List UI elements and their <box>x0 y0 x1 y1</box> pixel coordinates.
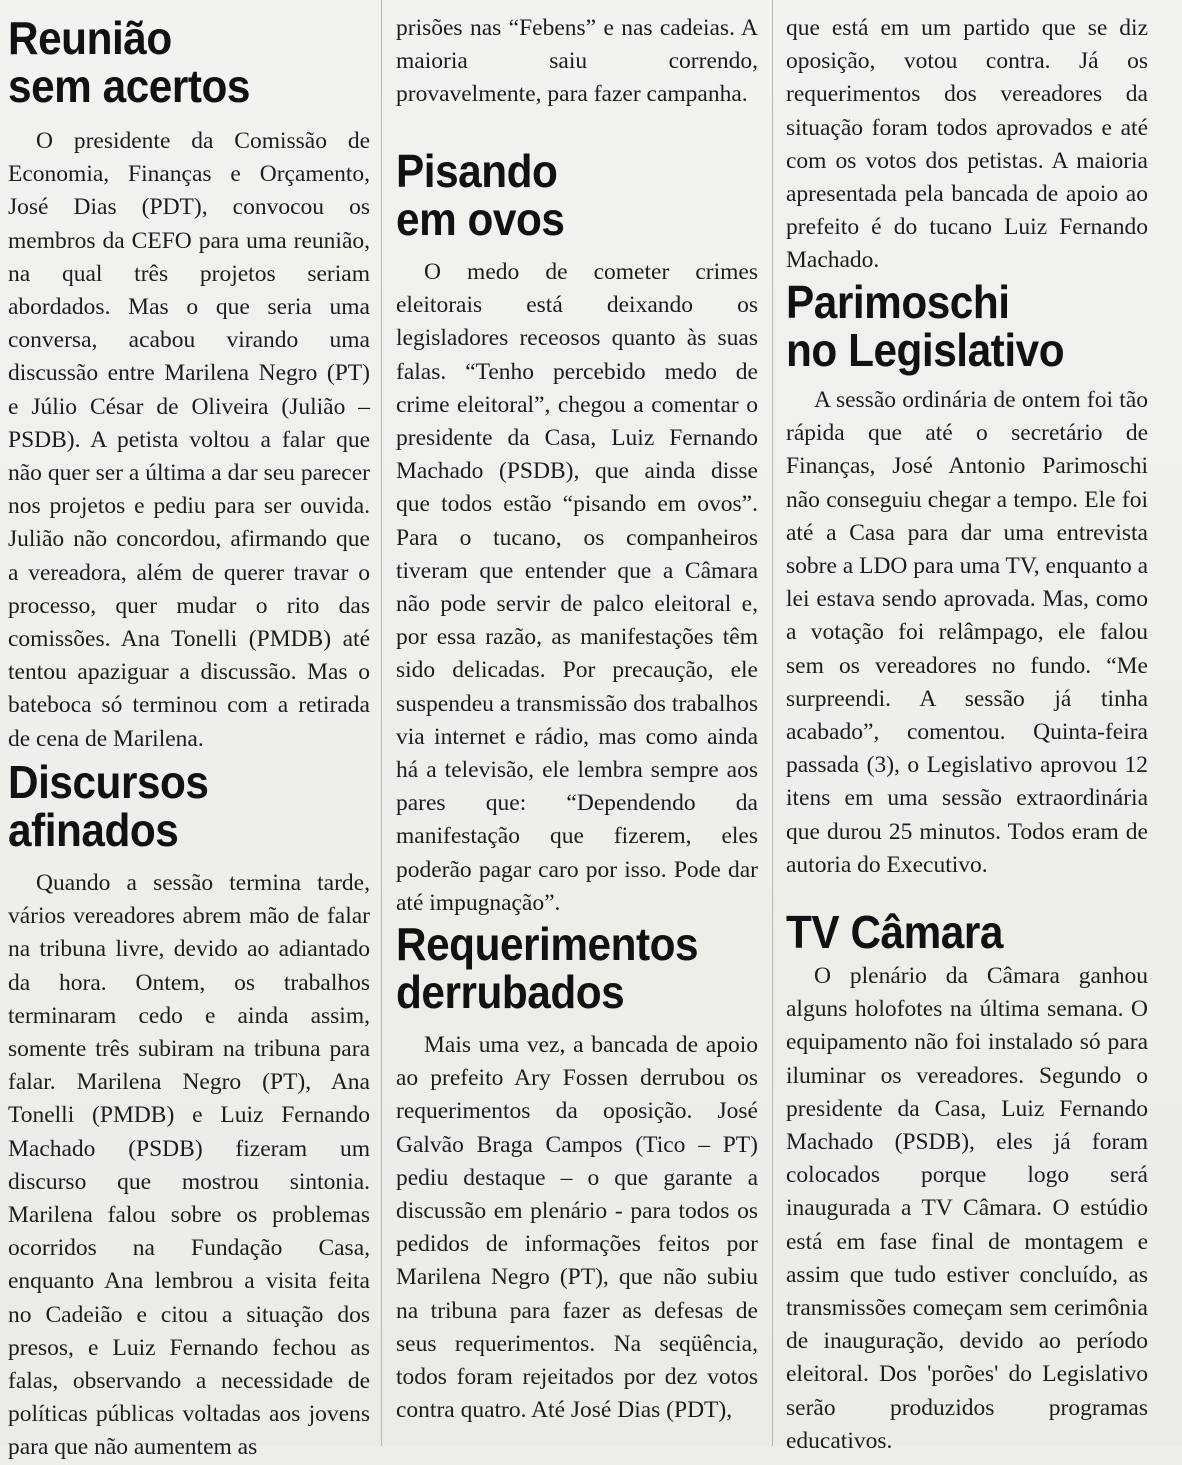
article-body: O plenário da Câmara ganhou alguns holofotes na última semana. O equipamento não foi instalado só para iluminar os vereadores. Segundo o presidente da Casa, Luiz Fernando Machado (PSDB), eles já foram colocados porque logo será inaugurada a TV Câmara. O estúdio está em fase final de montagem e assim que tudo estiver concluído, as transmissões começam sem cerimônia de inauguração, devido ao período eleitoral. Dos 'porões' do Legislativo serão produzidos programas educativos. <box>786 963 1148 1454</box>
article-continuation-2 <box>786 12 1148 278</box>
article-body: O presidente da Comissão de Economia, Finanças e Orçamento, José Dias (PDT), convocou os membros da CEFO para uma reunião, na qual três projetos seriam abordados. Mas o que seria uma conversa, acabou virando uma discussão entre Marilena Negro (PT) e Júlio César de Oliveira (Julião – PSDB). A petista voltou a falar que não quer ser a última a dar seu parecer nos projetos e pediu para ser ouvida. Julião não concordou, afirmando que a vereadora, além de querer travar o processo, quer mudar o rito das comissões. Ana Tonelli (PMDB) até tentou apaziguar a discussão. Mas o bateboca só terminou com a retirada de cena de Marilena. <box>8 128 370 752</box>
article-requerimentos <box>396 920 758 1427</box>
article-tvcamara <box>786 908 1148 1458</box>
headline: afinados <box>8 804 179 856</box>
article-discursos <box>8 758 370 1465</box>
headline: Discursos <box>8 756 209 808</box>
column-divider <box>381 0 382 1446</box>
article-reuniao <box>8 14 370 756</box>
column-divider <box>772 0 773 1446</box>
headline: no Legislativo <box>786 324 1065 376</box>
headline: Pisando <box>396 145 558 197</box>
headline: Parimoschi <box>786 276 1010 328</box>
headline: Reunião <box>8 12 172 64</box>
headline: Requerimentos <box>396 918 699 970</box>
headline: em ovos <box>396 193 565 245</box>
column-3 <box>786 0 1148 1454</box>
article-body: Quando a sessão termina tarde, vários vereadores abrem mão de falar na tribuna livre, devido ao adiantado da hora. Ontem, os trabalhos terminaram cedo e ainda assim, somente três subiram na tribuna para falar. Marilena Negro (PT), Ana Tonelli (PMDB) e Luiz Fernando Machado (PSDB) fizeram um discurso que mostrou sintonia. Marilena falou sobre os problemas ocorridos na Fundação Casa, enquanto Ana lembrou a visita feita no Cadeião e citou a situação dos presos, e Luiz Fernando fechou as falas, observando a necessidade de políticas públicas voltadas aos jovens para que não aumentem as <box>8 870 370 1461</box>
article-body: O medo de cometer crimes eleitorais está deixando os legisladores receosos quanto às suas falas. “Tenho percebido medo de crime eleitoral”, chegou a comentar o presidente da Casa, Luiz Fernando Machado (PSDB), que ainda disse que todos estão “pisando em ovos”. Para o tucano, os companheiros tiveram que entender que a Câmara não pode servir de palco eleitoral e, por essa razão, as manifestações têm sido delicadas. Por precaução, ele suspendeu a transmissão dos trabalhos via internet e rádio, mas como ainda há a televisão, ele lembra sempre aos pares que: “Dependendo da manifestação que fizerem, eles poderão pagar caro por isso. Pode dar até impugnação”. <box>396 259 758 916</box>
headline: derrubados <box>396 966 625 1018</box>
headline: TV Câmara <box>786 906 1003 958</box>
article-body: A sessão ordinária de ontem foi tão rápida que até o secretário de Finanças, José Antonio Parimoschi não conseguiu chegar a tempo. Ele foi até a Casa para dar uma entrevista sobre a LDO para uma TV, enquanto a lei estava sendo aprovada. Mas, como a votação foi relâmpago, ele falou sem os vereadores no fundo. “Me surpreendi. A sessão já tinha acabado”, comentou. Quinta-feira passada (3), o Legislativo aprovou 12 itens em uma sessão extraordinária que durou 25 minutos. Todos eram de autoria do Executivo. <box>786 387 1148 878</box>
column-2 <box>396 0 758 1446</box>
article-parimoschi <box>786 278 1148 882</box>
column-1 <box>8 0 370 1461</box>
article-pisando <box>396 147 758 920</box>
article-body: que está em um partido que se diz oposição, votou contra. Já os requerimentos dos vereadores da situação foram todos aprovados e até com os votos dos petistas. A maioria apresentada pela bancada de apoio ao prefeito é do tucano Luiz Fernando Machado. <box>786 15 1148 274</box>
headline: sem acertos <box>8 60 250 112</box>
article-continuation <box>396 12 758 112</box>
article-body: Mais uma vez, a bancada de apoio ao prefeito Ary Fossen derrubou os requerimentos da oposição. José Galvão Braga Campos (Tico – PT) pediu destaque – o que garante a discussão em plenário - para todos os pedidos de informações feitos por Marilena Negro (PT), que não subiu na tribuna para fazer as defesas de seus requerimentos. Na seqüência, todos foram rejeitados por dez votos contra quatro. Até José Dias (PDT), <box>396 1032 758 1424</box>
article-body: prisões nas “Febens” e nas cadeias. A maioria saiu correndo, provavelmente, para fazer campanha. <box>396 15 758 108</box>
